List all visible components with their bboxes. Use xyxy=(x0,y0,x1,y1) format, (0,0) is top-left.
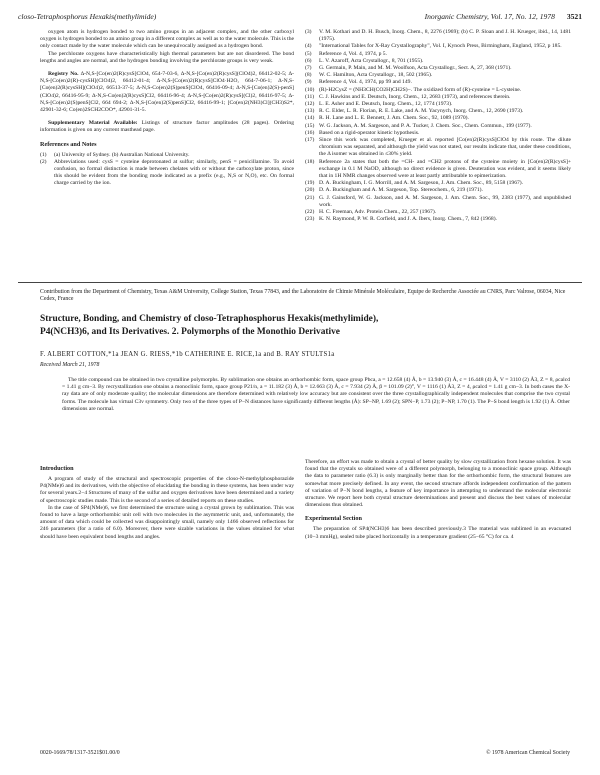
reference-item xyxy=(305,94,571,101)
reference-text: "International Tables for X-Ray Crystallography", Vol. I, Kynoch Press, Birmingham, England, 1952, p 185. xyxy=(319,43,562,50)
experimental-heading: Experimental Section xyxy=(305,515,362,523)
reference-text: W. C. Hamilton, Acta Crystallogr., 18, 502 (1965). xyxy=(319,72,433,79)
reference-item xyxy=(305,137,571,159)
abstract: The title compound can be obtained in two crystalline polymorphs. By sublimation one obtains an orthorhombic form, space group Pbca, a = 12.658 (4) Å, b = 13.940 (3) Å, c = 16.448 (4) Å, V = 3110 (2) Å3, Z = 8, ρcalcd = 1.41 g cm−3. By recrystallization one obtains a monoclinic form, space group P21/n, a = 11.182 (3) Å, b = 12.663 (3) Å, c = 7.934 (2) Å, β = 101.09 (2)°, V = 1116 (1) Å3, Z = 4, ρcalcd = 1.41 g cm−3. In both cases the X-ray data are of only moderate quality; the molecular dimensions are therefore determined with relatively low accuracy but are consistent over the three crystallographically independent molecules that comprise the two crystal forms. The molecule has virtual C3v symmetry. Only two of the three types of P−N distances have significantly different lengths (Å): SP−NP, 1.69 (2); SPN−P, 1.73 (2); P−NP, 1.70 (1). The P−S bond length is 1.92 (1) Å. Other dimensions are normal. xyxy=(62,377,570,412)
reference-text: D. A. Buckingham, I. G. Morrill, and A. M. Sargeson, J. Am. Chem. Soc., 89, 5158 (1967). xyxy=(319,180,524,187)
reference-number: (16) xyxy=(305,129,315,136)
body-paragraph: The perchlorate oxygens have characteristically high thermal parameters but are not disordered. The bond lengths and angles are normal, and the hydrogen bonding involving the perchlorate groups is very weak. xyxy=(40,50,294,64)
contribution-affiliation: Contribution from the Department of Chemistry, Texas A&M University, College Station, Texas 77843, and the Laboratoire de Chimie Minérale Moléculaire, Equipe de Recherche Associée au CNRS, Parc Valrose, 06034, Nice Cedex, France xyxy=(40,289,566,303)
reference-text: R. H. Lane and L. E. Bennett, J. Am. Chem. Soc., 92, 1089 (1970). xyxy=(319,115,469,122)
article-title-line: Structure, Bonding, and Chemistry of closo-Tetraphosphorus Hexakis(methylimide), xyxy=(40,314,379,324)
page-footer xyxy=(40,748,570,758)
introduction-heading: Introduction xyxy=(40,465,74,472)
reference-number: (9) xyxy=(305,79,312,86)
body-paragraph: In the case of SP4(NMe)6, we first determined the structure using a crystal grown by sublimation. This was found to have a large orthorhombic unit cell with two molecules in the asymmetric unit, and, unfortunately, the amount of data which could be collected was disappointingly small, namely only 1466 observed reflections for 246 parameters (for a ratio of 6.0). Moreover, there were sizable variations in the values obtained for what should have been equivalent bond lengths and angles. xyxy=(40,504,294,540)
reference-item xyxy=(305,79,571,86)
reference-text: K. N. Raymond, P. W. R. Corfield, and J. A. Ibers, Inorg. Chem., 7, 842 (1968). xyxy=(319,216,497,223)
reference-text: Abbreviations used: cysS = cysteine deprotonated at sulfur; similarly, penS = penicillamine. To avoid confusion, no formal distinction is made between chelates with or without the carboxylate proton, since this should be evident from the bonding mode indicated as a prefix (e.g., N,S or N,O), etc. On formal charge carried by the ion. xyxy=(54,158,294,187)
reference-item xyxy=(305,29,571,43)
reference-number: (17) xyxy=(305,137,315,144)
supplementary-material xyxy=(40,120,294,134)
body-paragraph: oxygen atom is hydrogen bonded to two amino groups in an adjacent complex, and the other carboxyl oxygen is hydrogen bonded to an amino group in a different complex as well as to the water molecule. This is the only contact made by the water molecule which can be unequivocally assigned as a hydrogen bond. xyxy=(40,29,294,50)
reference-text: R. C. Elder, L. R. Florian, R. E. Lake, and A. M. Yacynych, Inorg. Chem., 12, 2690 (1973). xyxy=(319,108,524,115)
reference-text: Since this work was completed, Krueger et al. reported [Co(en)2(R)cysS]ClO4 by this route. The dilute chromium was separated, and although the yield was not stated, our results indicate that, under these conditions, the Δ isomer was obtained in ≤30% yield. xyxy=(319,137,571,158)
reference-number: (3) xyxy=(305,29,312,35)
reference-number: (12) xyxy=(305,101,315,108)
reference-item xyxy=(305,58,571,65)
body-paragraph: Therefore, an effort was made to obtain a crystal of better quality by slow crystallization from hexane solution. It was found that the crystals so obtained were of a different polymorph, belonging to a monoclinic space group. Although the data to parameter ratio (6.3) is only marginally better than for the orthorhombic form, the structural features are somewhat more precisely defined. In any event, the second structure affords independent confirmation of the pattern of variation of P−N bond lengths, a feature of key importance in attempting to understand the molecular electronic structure. We report here both crystal structure determinations and present and discuss the best values of molecular dimensions thus obtained. xyxy=(305,459,571,509)
registry-text: Δ-N,S-[Co(en)2(R)cysS]ClO4, 654-7-03-6, Δ-N,S-[Co(en)2(R)cysS](ClO4)2, 66412-02-5; Δ-N,S-[Co(en)2(R)-cysSH](ClO4)2, 66412-01-4; Δ-N,S-[Co(en)2(R)cysS]ClO4·H2O, 664-7-06-1; Δ-N,S-[Co(en)2(R)cysSH](ClO4)2, 66513-37-5; Δ-N,S-Co(en)2(S)penS]ClO4, 66416-09-4; Δ-N,S-[Co(en)2(S)-penS](ClO4)2, 66416-95-9; Δ-N,S-Co(en)2(R)cysS]Cl2, 66416-96-4; Δ-N,S-[Co(en)2(R)cysS](Cl)2, 66416-97-5; Δ-N,S-[Co(en)2(S)penS]Cl2, 664 694-2; Δ-N,S-[Co(en)2(S)penS]Cl2, 66416-99-1; [Co(en)2(NH3)Cl](CH3)S2*, 42901-32-6; Co(en)2SCH2COO*, 42901-31-5. xyxy=(40,71,294,114)
reference-item xyxy=(305,159,571,181)
reference-item xyxy=(305,87,571,94)
reference-number: (15) xyxy=(305,122,315,129)
reference-number: (19) xyxy=(305,180,315,187)
reference-number: (4) xyxy=(305,43,312,50)
previous-article-left-column xyxy=(40,29,294,188)
reference-item xyxy=(305,43,571,50)
reference-text: (R)-H2CysZ = (NH3CH(CO2H)CH2S)−. The oxidized form of (R)-cysteine = L-cysteine. xyxy=(319,86,522,93)
supplementary-text: Listings of structure factor amplitudes (28 pages). Ordering information is given on any current masthead page. xyxy=(40,120,294,134)
running-head-title: closo-Tetraphosphorus Hexakis(methylimide) xyxy=(18,12,157,21)
article-title xyxy=(40,313,570,338)
reference-number: (20) xyxy=(305,187,315,194)
copyright-notice: © 1978 American Chemical Society xyxy=(486,750,570,756)
reference-text: V. M. Kothari and D. H. Busch, Inorg. Chem., 8, 2276 (1969); (b) C. P. Sloan and J. H. Krueger, ibid., 14, 1481 (1975). xyxy=(319,29,571,43)
previous-article-right-column xyxy=(305,29,571,223)
reference-text: D. A. Buckingham and A. M. Sargeson, Top. Stereochem., 6, 219 (1971). xyxy=(319,187,483,194)
reference-number: (23) xyxy=(305,216,315,223)
reference-number: (18) xyxy=(305,158,315,165)
reference-item xyxy=(305,123,571,130)
body-paragraph: The preparation of SP4(NCH3)6 has been described previously.3 The material was sublimed in an evacuated (10−3 mmHg), sealed tube placed horizontally in a temperature gradient (25−65 °C) for ca. 4 xyxy=(305,526,571,540)
reference-text: H. C. Freeman, Adv. Protein Chem., 22, 257 (1967). xyxy=(319,209,437,216)
body-paragraph: A program of study of the structural and spectroscopic properties of the closo-N-methylphosphorazide P4(NMe)6 and its derivatives, with the objective of elucidating the bonding in these systems, has been under way for several years.2−4 Structures of many of the sulfur and oxygen derivatives have been determined and a variety of spectroscopic studies made. This is the second of a series of detailed reports on these studies. xyxy=(40,476,294,504)
reference-item xyxy=(40,159,294,188)
reference-text: L. E. Asher and E. Deutsch, Inorg. Chem., 12, 1774 (1973). xyxy=(319,101,453,108)
references-list-left xyxy=(40,152,294,188)
supplementary-label: Supplementary Material Available: xyxy=(48,120,138,127)
reference-number: (14) xyxy=(305,115,315,122)
reference-text: Reference 2a states that both the =CH- and =CH2 protons of the cysteine moiety in [Co(en)2(R)cysS]+ exchange in 0.1 M NaOD, although no direct evidence is given. Deuteration was evident, and it seems likely that in 1H NMR changes observed were at least partly attributable to epimerization. xyxy=(319,158,571,180)
reference-number: (5) xyxy=(305,50,312,57)
reference-item xyxy=(40,152,294,159)
reference-text: Reference 4, Vol. 4, 1974, p 5. xyxy=(319,50,387,57)
reference-number: (2) xyxy=(40,158,47,165)
page-number: 3521 xyxy=(566,12,582,21)
reference-item xyxy=(305,187,571,194)
reference-text: G. J. Gainsford, W. G. Jackson, and A. M. Sargeson, J. Am. Chem. Soc., 99, 2383 (1977), and unpublished work. xyxy=(319,194,571,208)
running-head xyxy=(18,11,582,23)
reference-number: (13) xyxy=(305,108,315,115)
article-right-column xyxy=(305,459,571,541)
reference-item xyxy=(305,195,571,209)
reference-number: (6) xyxy=(305,57,312,64)
article-title-line: P4(NCH3)6, and Its Derivatives. 2. Polymorphs of the Monothio Derivative xyxy=(40,326,340,337)
reference-number: (8) xyxy=(305,72,312,79)
references-heading: References and Notes xyxy=(40,140,97,148)
reference-text: (a) University of Sydney. (b) Australian National University. xyxy=(54,151,190,158)
reference-number: (22) xyxy=(305,209,315,216)
article-divider xyxy=(18,282,582,283)
reference-number: (7) xyxy=(305,65,312,72)
reference-text: Reference 4, Vol. 4, 1974, pp 99 and 149. xyxy=(319,79,412,86)
registry-numbers xyxy=(40,71,294,114)
reference-text: G. Germain, P. Main, and M. M. Woolfson, Acta Crystallogr., Sect. A, 27, 368 (1971). xyxy=(319,65,512,72)
reference-number: (11) xyxy=(305,93,315,100)
reference-number: (1) xyxy=(40,151,47,158)
reference-text: Based on a rigid-operator kinetic hypothesis. xyxy=(319,129,420,136)
reference-item xyxy=(305,115,571,122)
author-list: F. ALBERT COTTON,*1a JEAN G. RIESS,*1b CATHERINE E. RICE,1a and B. RAY STULTS1a xyxy=(40,351,335,358)
reference-item xyxy=(305,216,571,223)
reference-text: C. J. Hawkins and E. Deutsch, Inorg. Chem., 12, 2683 (1973), and references therein. xyxy=(319,93,511,100)
journal-citation: Inorganic Chemistry, Vol. 17, No. 12, 1978 xyxy=(424,12,555,21)
journal-code: 0020-1669/78/1317-3521$01.00/0 xyxy=(40,750,120,756)
running-head-right xyxy=(425,11,582,23)
reference-number: (10) xyxy=(305,86,315,93)
reference-number: (21) xyxy=(305,194,315,201)
reference-text: L. V. Azaroff, Acta Crystallogr., 8, 701 (1955). xyxy=(319,57,424,64)
article-left-column xyxy=(40,459,294,541)
references-list-right xyxy=(305,29,571,223)
reference-item xyxy=(305,130,571,137)
received-date: Received March 21, 1978 xyxy=(40,362,100,368)
registry-label: Registry No. xyxy=(48,71,79,78)
reference-text: W. G. Jackson, A. M. Sargeson, and P. A. Tucker, J. Chem. Soc., Chem. Commun., 199 (1977). xyxy=(319,122,532,129)
reference-item xyxy=(305,51,571,58)
